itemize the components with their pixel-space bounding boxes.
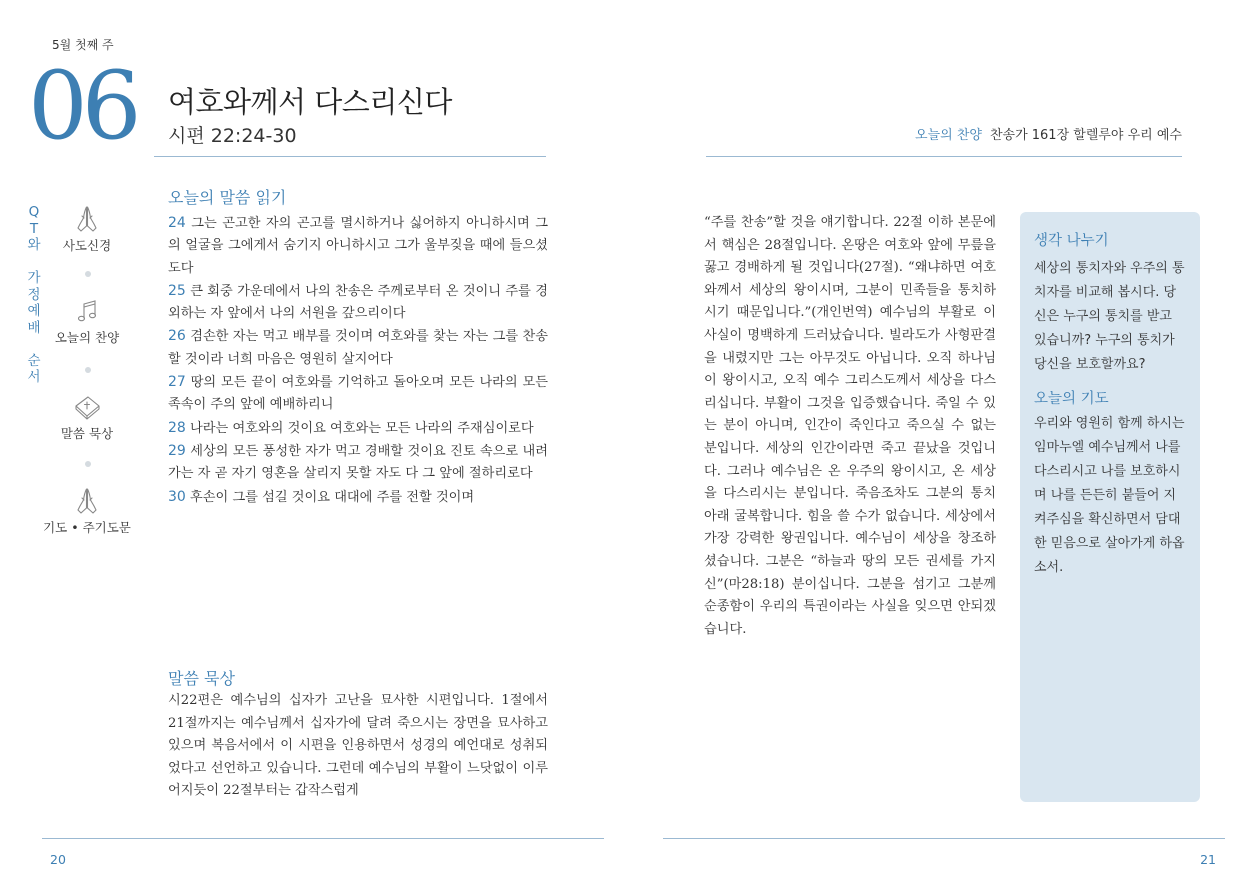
step-label: 말씀 묵상 bbox=[60, 426, 114, 441]
praying-hands-icon bbox=[72, 486, 102, 516]
step-label: 오늘의 찬양 bbox=[54, 330, 120, 345]
hymn-label: 오늘의 찬양 bbox=[915, 128, 982, 143]
verse-number: 25 bbox=[168, 282, 186, 299]
verse-text: 세상의 모든 풍성한 자가 먹고 경배할 것이요 진토 속으로 내려가는 자 곧 자기 영혼을 살리지 못할 자도 다 그 앞에 절하리로다 bbox=[168, 443, 548, 482]
verse-number: 27 bbox=[168, 374, 186, 391]
reflection-box bbox=[1020, 212, 1200, 802]
scripture-reference: 시편 22:24-30 bbox=[168, 125, 297, 147]
verse bbox=[168, 371, 548, 417]
verse-text: 후손이 그를 섬길 것이요 대대에 주를 전할 것이며 bbox=[190, 489, 475, 505]
verse-text: 그는 곤고한 자의 곤고를 멸시하거나 싫어하지 아니하시며 그의 얼굴을 그에게서 숨기지 아니하시고 그가 울부짖을 때에 들으셨도다 bbox=[168, 216, 548, 276]
verse bbox=[168, 417, 548, 440]
sharing-heading: 생각 나누기 bbox=[1034, 233, 1109, 249]
footer-rule-right bbox=[663, 838, 1225, 839]
meditation-text-right: “주를 찬송”할 것을 얘기합니다. 22절 이하 본문에서 핵심은 28절입니다. 온땅은 여호와 앞에 무릎을 꿇고 경배하게 될 것입니다(27절). “왜냐하면 여호와께서 세상의 왕이시며, 그분이 민족들을 통치하시기 때문입니다.”(개인번역) 예수님의 부활로 이 사실이 명백하게 드러났습니다. 빌라도가 사형판결을 내렸지만 그는 아무것도 아닙니다. 오직 하나님이 왕이시고, 오직 예수 그리스도께서 세상을 다스리십니다. 부활이 그것을 입증했습니다. 죽일 수 있는 분이 아니며, 인간이 죽인다고 죽으실 수 없는 분입니다. 세상의 인간이라면 죽고 끝났을 것입니다. 그러나 예수님은 온 우주의 왕이시고, 온 세상을 다스리시는 분입니다. 죽음조차도 그분의 통치 아래 굴복합니다. 힘을 쓸 수가 없습니다. 세상에서 가장 강력한 왕권입니다. 예수님이 세상을 창조하셨습니다. 그분은 “하늘과 땅의 모든 권세를 가지신”(마28:18) 분이십니다. 그분을 섬기고 그분께 순종함이 우리의 특권이라는 사실을 잊으면 안되겠습니다. bbox=[704, 215, 996, 637]
vertical-char: 배 bbox=[27, 319, 41, 336]
page-number-right: 21 bbox=[1200, 852, 1216, 867]
verse bbox=[168, 325, 548, 371]
praying-hands-icon bbox=[72, 204, 102, 234]
verse bbox=[168, 440, 548, 486]
vertical-char: 서 bbox=[27, 369, 41, 385]
step-label: 사도신경 bbox=[62, 238, 112, 253]
verse-text: 땅의 모든 끝이 여호와를 기억하고 돌아오며 모든 나라의 모든 족속이 주의 앞에 예배하리니 bbox=[168, 375, 548, 413]
vertical-char: 와 bbox=[27, 237, 41, 253]
page-title: 여호와께서 다스리신다 bbox=[168, 85, 452, 119]
step-todays-hymn bbox=[42, 296, 132, 346]
vertical-char bbox=[26, 254, 42, 271]
prayer-heading: 오늘의 기도 bbox=[1034, 391, 1109, 407]
verse bbox=[168, 212, 548, 280]
day-number: 06 bbox=[28, 52, 136, 161]
vertical-char: Q bbox=[28, 204, 40, 220]
hymn-title: 찬송가 161장 할렐루야 우리 예수 bbox=[989, 128, 1182, 143]
step-separator-dot bbox=[85, 367, 91, 373]
prayer-text: 우리와 영원히 함께 하시는 임마누엘 예수님께서 나를 다스리시고 나를 보호하시며 나를 든든히 붙들어 지켜주심을 확신하면서 담대한 믿음으로 살아가게 하옵소서. bbox=[1034, 416, 1185, 575]
week-label: 5월 첫째 주 bbox=[52, 38, 114, 52]
verse bbox=[168, 280, 548, 326]
verse-number: 29 bbox=[168, 442, 186, 459]
step-prayer bbox=[42, 486, 132, 536]
verse-number: 26 bbox=[168, 328, 186, 345]
vertical-char: 가 bbox=[27, 270, 41, 286]
todays-hymn bbox=[915, 124, 1182, 143]
vertical-char: T bbox=[29, 220, 39, 237]
verse-text: 겸손한 자는 먹고 배부를 것이며 여호와를 찾는 자는 그를 찬송할 것이라 너희 마음은 영원히 살지어다 bbox=[168, 329, 548, 367]
footer-rule-left bbox=[42, 838, 604, 839]
header-rule-right bbox=[706, 156, 1182, 157]
verse-number: 24 bbox=[168, 215, 186, 231]
verse bbox=[168, 486, 548, 509]
step-separator-dot bbox=[85, 461, 91, 467]
header-rule-left bbox=[154, 156, 546, 157]
vertical-char bbox=[26, 336, 42, 353]
vertical-char: 정 bbox=[27, 286, 41, 303]
bible-icon bbox=[72, 392, 102, 422]
step-separator-dot bbox=[85, 271, 91, 277]
music-note-icon bbox=[72, 296, 102, 326]
verse-text: 나라는 여호와의 것이요 여호와는 모든 나라의 주재심이로다 bbox=[190, 420, 534, 436]
sharing-text: 세상의 통치자와 우주의 통치자를 비교해 봅시다. 당신은 누구의 통치를 받고 있습니까? 누구의 통치가 당신을 보호할까요? bbox=[1034, 261, 1185, 372]
verse-text: 큰 회중 가운데에서 나의 찬송은 주께로부터 온 것이니 주를 경외하는 자 앞에서 나의 서원을 갚으리이다 bbox=[168, 283, 548, 322]
vertical-char: 순 bbox=[27, 352, 41, 369]
reading-heading: 오늘의 말씀 읽기 bbox=[168, 188, 287, 207]
step-word-meditation bbox=[42, 392, 132, 442]
step-label: 기도 • 주기도문 bbox=[43, 520, 131, 535]
verse-number: 28 bbox=[168, 419, 186, 436]
scripture-passage bbox=[168, 212, 548, 509]
meditation-heading: 말씀 묵상 bbox=[168, 669, 235, 688]
vertical-char: 예 bbox=[27, 303, 41, 319]
meditation-text-left: 시22편은 예수님의 십자가 고난을 묘사한 시편입니다. 1절에서 21절까지는 예수님께서 십자가에 달려 죽으시는 장면을 묘사하고 있으며 복음서에서 이 시편을 인용하면서 성경의 예언대로 성취되었다고 선언하고 있습니다. 그런데 예수님의 부활이 느닷없이 이루어지듯이 22절부터는 갑작스럽게 bbox=[168, 693, 548, 799]
verse-number: 30 bbox=[168, 488, 186, 505]
step-apostles-creed bbox=[42, 204, 132, 254]
qt-order-vertical-label bbox=[26, 204, 42, 386]
page-number-left: 20 bbox=[50, 852, 66, 867]
